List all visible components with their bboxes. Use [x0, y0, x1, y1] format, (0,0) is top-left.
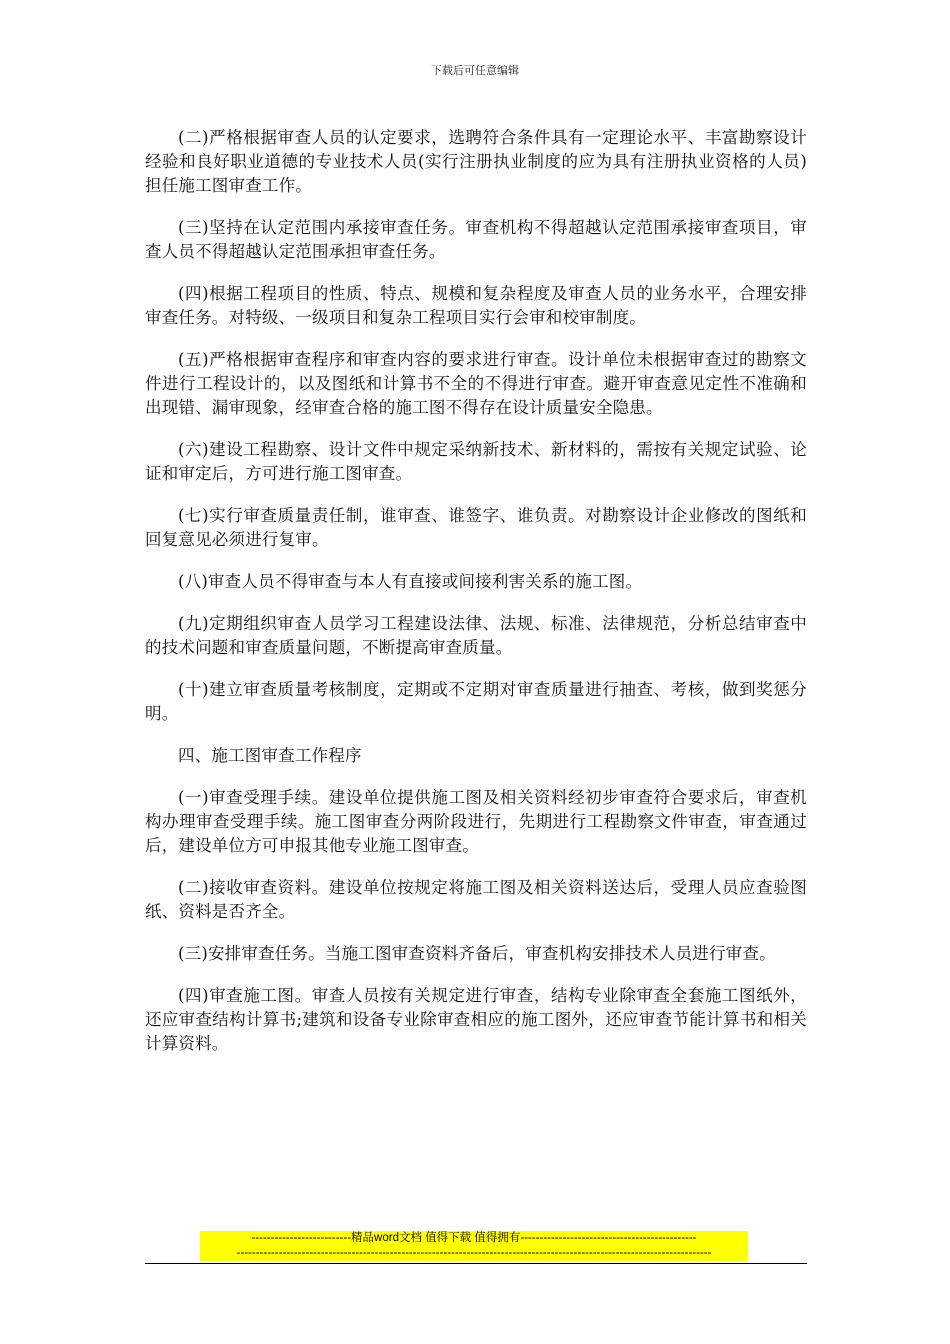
- paragraph: (一)审查受理手续。建设单位提供施工图及相关资料经初步审查符合要求后，审查机构办理审查受理手续。施工图审查分两阶段进行，先期进行工程勘察文件审查，审查通过后，建设单位方可申报其他专业施工图审查。: [145, 788, 807, 855]
- paragraph: (三)安排审查任务。当施工图审查资料齐备后，审查机构安排技术人员进行审查。: [178, 944, 776, 963]
- document-body: [145, 126, 807, 1074]
- paragraph: (四)根据工程项目的性质、特点、规模和复杂程度及审查人员的业务水平，合理安排审查任务。对特级、一级项目和复杂工程项目实行会审和校审制度。: [145, 284, 807, 327]
- paragraph: (六)建设工程勘察、设计文件中规定采纳新技术、新材料的，需按有关规定试验、论证和审定后，方可进行施工图审查。: [145, 440, 807, 483]
- paragraph: (四)审查施工图。审查人员按有关规定进行审查，结构专业除审查全套施工图纸外，还应审查结构计算书;建筑和设备专业除审查相应的施工图外，还应审查节能计算书和相关计算资料。: [145, 986, 807, 1053]
- footer-banner: [200, 1231, 748, 1261]
- paragraph: (九)定期组织审查人员学习工程建设法律、法规、标准、法律规范，分析总结审查中的技术问题和审查质量问题，不断提高审查质量。: [145, 614, 807, 657]
- paragraph: (十)建立审查质量考核制度，定期或不定期对审查质量进行抽查、考核，做到奖惩分明。: [145, 680, 807, 723]
- footer-divider: [145, 1263, 807, 1264]
- paragraph: (八)审查人员不得审查与本人有直接或间接利害关系的施工图。: [178, 572, 643, 591]
- paragraph: (三)坚持在认定范围内承接审查任务。审查机构不得超越认定范围承接审查项目，审查人员不得超越认定范围承担审查任务。: [145, 218, 807, 261]
- paragraph: (二)严格根据审查人员的认定要求，选聘符合条件具有一定理论水平、丰富勘察设计经验和良好职业道德的专业技术人员(实行注册执业制度的应为具有注册执业资格的人员)担任施工图审查工作。: [145, 128, 807, 195]
- page-header: 下载后可任意编辑: [431, 64, 519, 77]
- paragraph: (七)实行审查质量责任制，谁审查、谁签字、谁负责。对勘察设计企业修改的图纸和回复意见必须进行复审。: [145, 506, 807, 549]
- section-heading: 四、施工图审查工作程序: [178, 746, 362, 765]
- footer-banner-line: --------------------------精品word文档 值得下载 值得拥有----------------------------------------------: [251, 1232, 697, 1244]
- paragraph: (二)接收审查资料。建设单位按规定将施工图及相关资料送达后，受理人员应查验图纸、资料是否齐全。: [145, 878, 807, 921]
- paragraph: (五)严格根据审查程序和审查内容的要求进行审查。设计单位未根据审查过的勘察文件进行工程设计的，以及图纸和计算书不全的不得进行审查。避开审查意见定性不准确和出现错、漏审现象，经审查合格的施工图不得存在设计质量安全隐患。: [145, 350, 807, 417]
- footer-banner-line: ----------------------------------------------------------------------------------------------------------------------------: [236, 1247, 712, 1259]
